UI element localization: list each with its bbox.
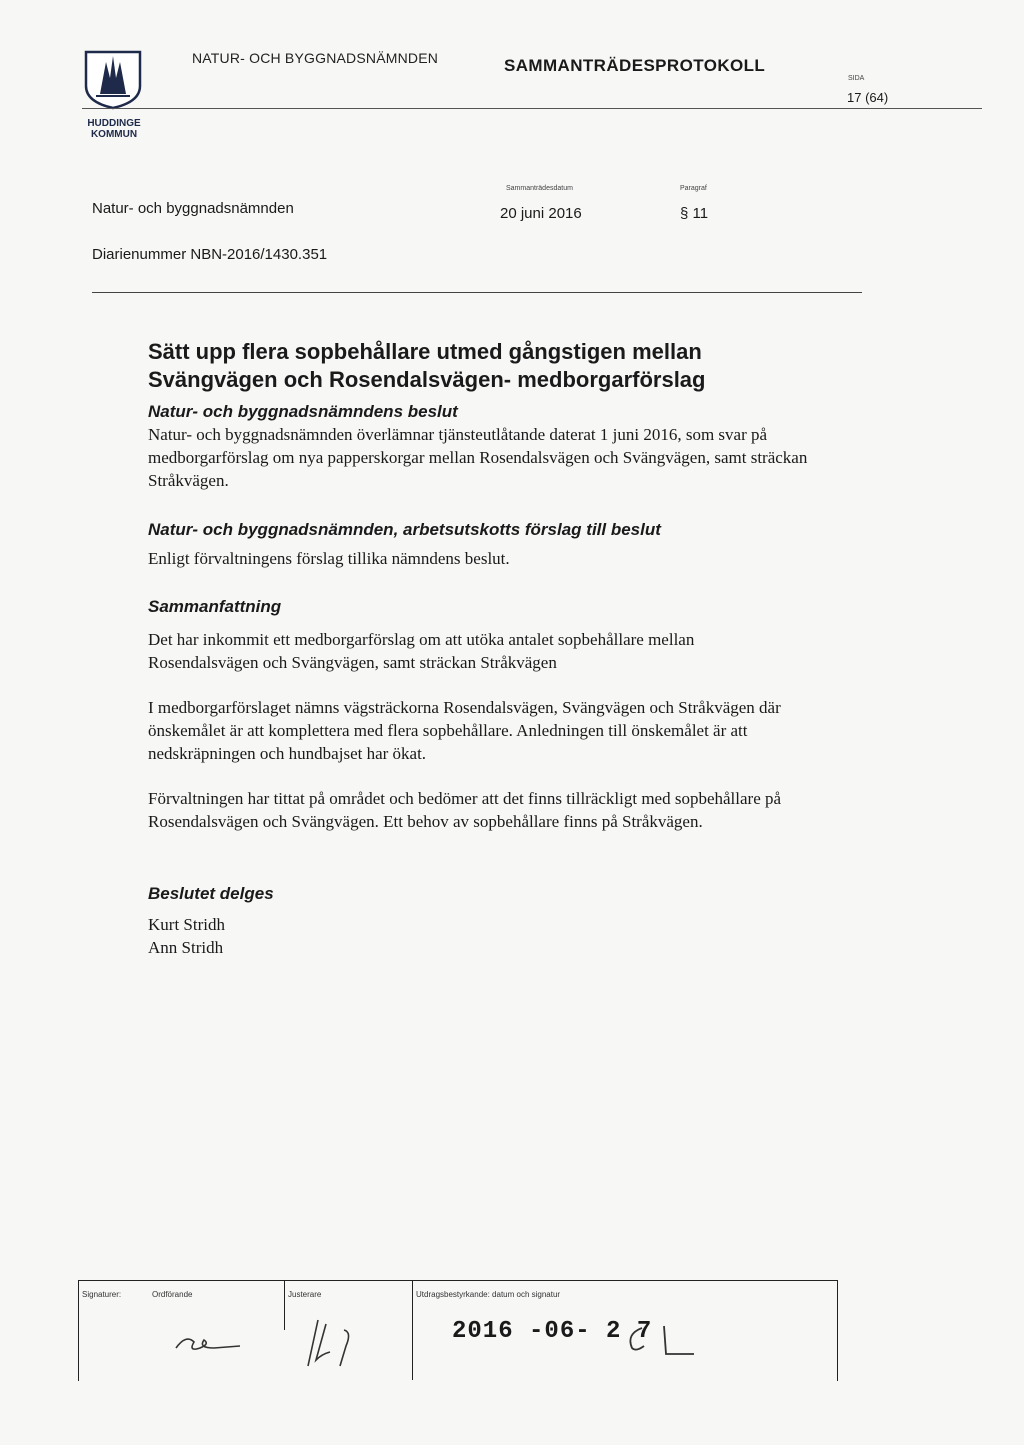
delges-name: Kurt Stridh xyxy=(148,915,225,934)
delges-name: Ann Stridh xyxy=(148,938,224,957)
sida-label: SIDA xyxy=(848,75,865,82)
agenda-title-line2: Svängvägen och Rosendalsvägen- medborgarförslag xyxy=(148,367,706,392)
diarienummer: Diarienummer NBN-2016/1430.351 xyxy=(92,246,328,263)
beslut-heading: Natur- och byggnadsnämndens beslut xyxy=(148,402,458,421)
beslut-text: Natur- och byggnadsnämnden överlämnar tjänsteutlåtande daterat 1 juni 2016, som svar på medborgarförslag om nya papperskorgar mellan Rosendalsvägen och Svängvägen, samt sträckan Stråkvägen. xyxy=(148,425,808,490)
ordforande-label: Ordförande xyxy=(152,1290,193,1299)
paragraph-number: § 11 xyxy=(680,205,709,222)
justerare-label: Justerare xyxy=(288,1290,322,1299)
ordforande-signature xyxy=(168,1326,248,1367)
paragraph-label: Paragraf xyxy=(680,185,707,192)
kommun-line2: KOMMUN xyxy=(90,129,138,140)
agenda-title xyxy=(148,338,848,394)
au-text: Enligt förvaltningens förslag tillika nämndens beslut. xyxy=(148,549,510,568)
certification-stamp-date: 2016 -06- 2 7 xyxy=(452,1318,653,1345)
utdrag-label: Utdragsbestyrkande: datum och signatur xyxy=(416,1290,561,1299)
huddinge-logo xyxy=(82,48,144,110)
justerare-signature xyxy=(300,1316,364,1375)
sida-value: 17 (64) xyxy=(847,90,889,105)
header-rule xyxy=(82,108,982,109)
committee-name: Natur- och byggnadsnämnden xyxy=(92,200,294,217)
kommun-line1: HUDDINGE xyxy=(87,118,141,129)
kommun-name xyxy=(82,118,146,140)
date-label: Sammanträdesdatum xyxy=(506,185,573,192)
agenda-title-line1: Sätt upp flera sopbehållare utmed gångstigen mellan xyxy=(148,339,702,364)
signaturer-label: Signaturer: xyxy=(82,1290,122,1299)
meeting-date: 20 juni 2016 xyxy=(500,205,582,222)
sig-divider-2 xyxy=(412,1280,413,1380)
sammanfattning-p2: I medborgarförslaget nämns vägsträckorna Rosendalsvägen, Svängvägen och Stråkvägen där önskemålet är att komplettera med flera sopbehållare. Anledningen till önskemålet är att nedskräpningen och hundbajset har ökat. xyxy=(148,698,781,763)
certifier-initials xyxy=(622,1320,698,1365)
org-name: NATUR- OCH BYGGNADSNÄMNDEN xyxy=(192,50,439,66)
delges-heading: Beslutet delges xyxy=(148,884,274,903)
delges-names xyxy=(148,913,808,959)
meta-rule xyxy=(92,292,862,293)
sig-divider-1 xyxy=(284,1280,285,1330)
sammanfattning-p1: Det har inkommit ett medborgarförslag om att utöka antalet sopbehållare mellan Rosendalsvägen och Svängvägen, samt sträckan Stråkvägen xyxy=(148,630,695,672)
au-heading: Natur- och byggnadsnämnden, arbetsutskotts förslag till beslut xyxy=(148,520,661,539)
doc-type-title: SAMMANTRÄDESPROTOKOLL xyxy=(504,56,766,75)
sammanfattning-p3: Förvaltningen har tittat på området och bedömer att det finns tillräckligt med sopbehållare på Rosendalsvägen och Svängvägen. Ett behov av sopbehållare finns på Stråkvägen. xyxy=(148,789,782,831)
sammanfattning-heading: Sammanfattning xyxy=(148,597,282,616)
